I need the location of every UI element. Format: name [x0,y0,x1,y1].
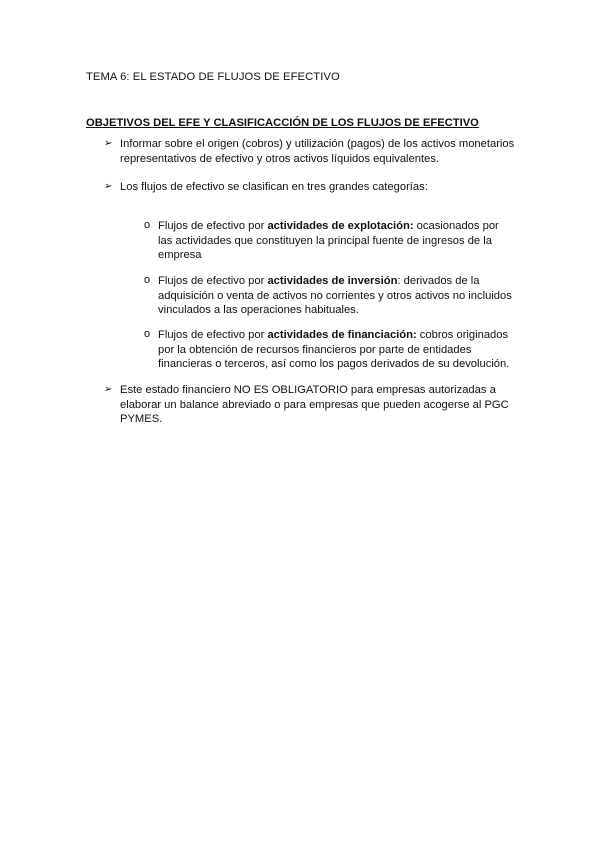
sub-item-inversion [144,274,516,318]
sub-item-rest: ocasionados por las actividades que constituyen la principal fuente de ingresos de la empresa [158,220,499,262]
sub-item-bold-term: actividades de inversión [267,275,398,287]
document-title: TEMA 6: EL ESTADO DE FLUJOS DE EFECTIVO [86,71,340,83]
sub-item-text [158,328,516,372]
sub-item-text [158,219,516,263]
bullet-text: Este estado financiero NO ES OBLIGATORIO para empresas autorizadas a elaborar un balance abreviado o para empresas que pueden acogerse al PGC PYMES. [120,384,509,426]
circle-bullet-icon: o [144,219,151,231]
circle-bullet-icon: o [144,328,151,340]
bullet-text: Informar sobre el origen (cobros) y utilización (pagos) de los activos monetarios representativos de efectivo y otros activos líquidos equivalentes. [120,138,515,165]
bullet-item-categories [104,180,524,195]
sub-item-prefix: Flujos de efectivo por [158,329,268,341]
sub-item-bold-term: actividades de financiación: [267,329,417,341]
circle-bullet-icon: o [144,274,151,286]
sub-item-rest: cobros originados por la obtención de recursos financieros por parte de entidades financieras o terceros, así como los pagos derivados de su devolución. [158,329,510,371]
arrow-bullet-icon: ➢ [104,181,113,192]
sub-item-rest: : derivados de la adquisición o venta de activos no corrientes y otros activos no incluidos vinculados a las operaciones habituales. [158,275,512,317]
sub-item-bold-term: actividades de explotación: [267,220,414,232]
sub-item-financiacion [144,328,516,372]
bullet-item-obligatorio [104,383,524,427]
section-heading: OBJETIVOS DEL EFE Y CLASIFICACCIÓN DE LOS FLUJOS DE EFECTIVO [86,117,479,129]
bullet-text: Los flujos de efectivo se clasifican en tres grandes categorías: [120,181,428,193]
sub-item-text [158,274,516,318]
arrow-bullet-icon: ➢ [104,384,113,395]
sub-item-prefix: Flujos de efectivo por [158,275,268,287]
sub-item-explotacion [144,219,516,263]
bullet-item-objective [104,137,524,166]
sub-item-prefix: Flujos de efectivo por [158,220,268,232]
arrow-bullet-icon: ➢ [104,138,113,149]
